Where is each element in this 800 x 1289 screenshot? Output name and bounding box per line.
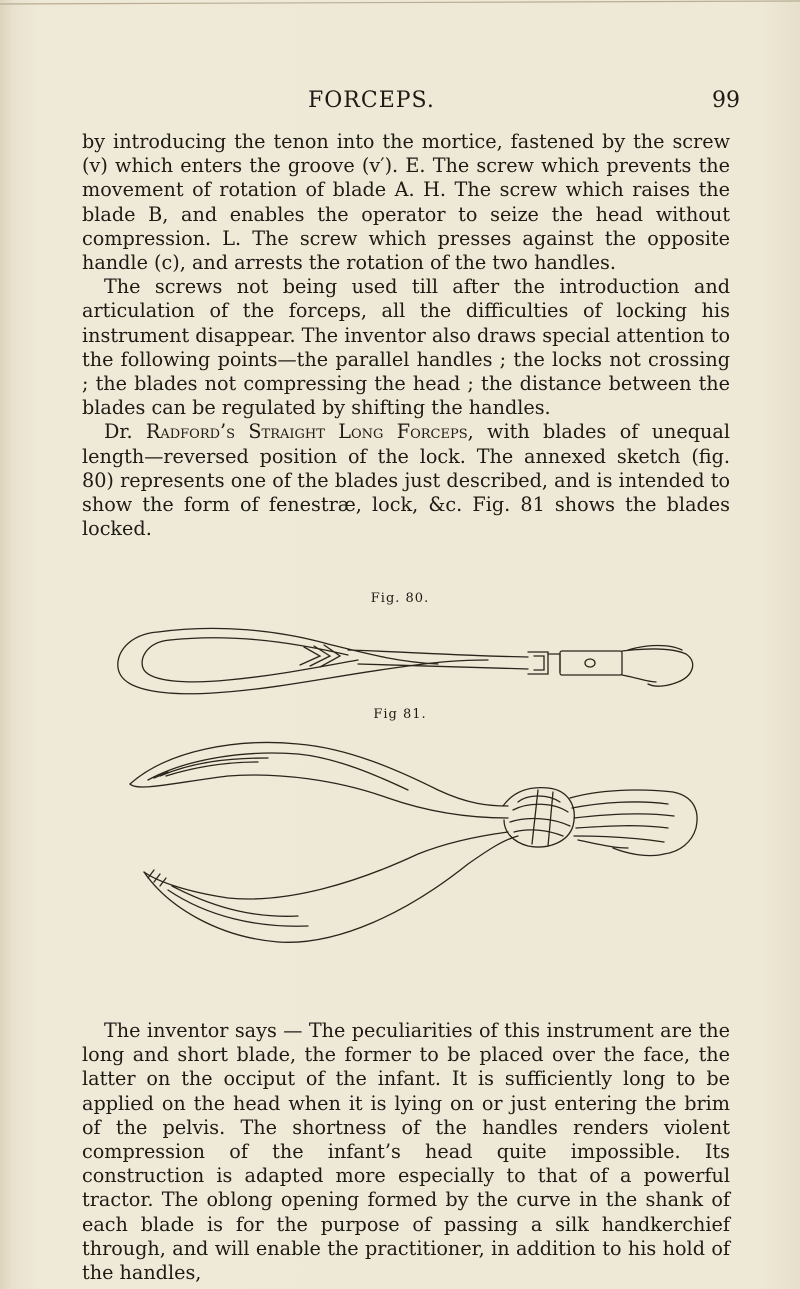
radford-description: with blades of unequal length—reversed position of the lock. The annexed sketch (fig. 80) represents one of the blades just described, and is intended to show the form of fenestræ, lock, &c. Fig. 81 shows the blades locked. <box>82 420 730 541</box>
page-number: 99 <box>712 88 740 113</box>
figure-80-single-blade-drawing <box>108 610 708 705</box>
paragraph-screws-description: by introducing the tenon into the mortice, fastened by the screw (v) which enters the groove (v′). E. The screw which prevents the movement of rotation of blade A. H. The screw which raises the blade B, and enables the operator to seize the head without compression. L. The screw which presses against the opposite handle (c), and arrests the rotation of the two handles. <box>82 130 730 275</box>
figure-81-locked-blades-drawing <box>108 732 708 992</box>
paragraph-radford-forceps <box>82 420 730 541</box>
figure-80-caption: Fig. 80. <box>370 591 430 606</box>
paragraph-inventor-says: The inventor says — The peculiarities of this instrument are the long and short blade, the former to be placed over the face, the latter on the occiput of the infant. It is sufficiently long to be applied on the head when it is lying on or just entering the brim of the pelvis. The shortness of the handles renders violent compression of the infant’s head quite impossible. Its construction is adapted more especially to that of a powerful tractor. The oblong opening formed by the curve in the shank of each blade is for the purpose of passing a silk handkerchief through, and will enable the practitioner, in addition to his hold of the handles, <box>82 1019 730 1285</box>
page-header <box>0 88 800 118</box>
running-head: FORCEPS. <box>308 88 435 113</box>
body-text-bottom <box>82 1019 730 1285</box>
paragraph-screws-advantages: The screws not being used till after the introduction and articulation of the forceps, all the difficulties of locking his instrument disappear. The inventor also draws special attention to the following points—the parallel handles ; the locks not crossing ; the blades not compressing the head ; the distance between the blades can be regulated by shifting the handles. <box>82 275 730 420</box>
figure-81-caption: Fig 81. <box>373 707 427 722</box>
body-text-top <box>82 130 730 541</box>
radford-prefix: Dr. <box>104 420 146 444</box>
page-edge-shadow <box>0 0 800 10</box>
radford-instrument-name: Radford’s Straight Long Forceps, <box>145 420 474 444</box>
